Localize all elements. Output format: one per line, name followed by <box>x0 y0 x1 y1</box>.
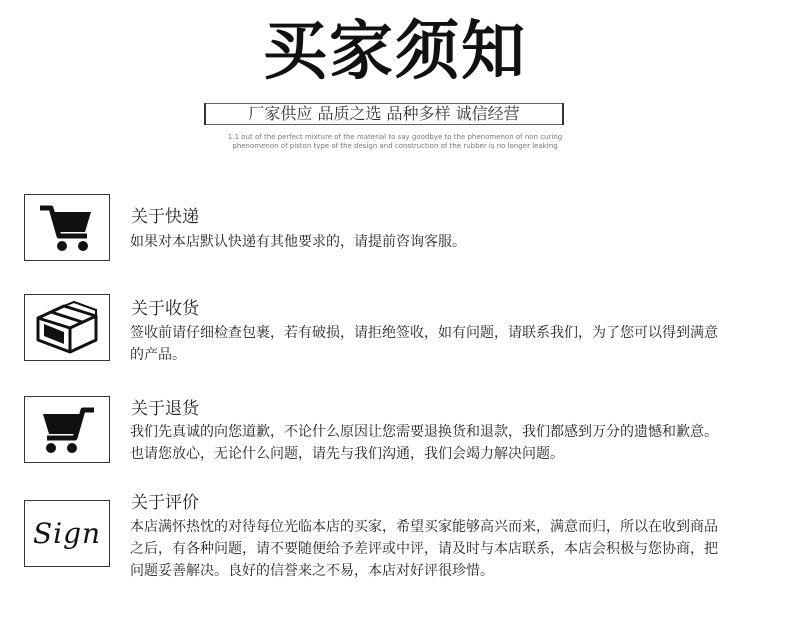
section-text: 签收前请仔细检查包裹，若有破损，请拒绝签收，如有问题，请联系我们，为了您可以得到满意的产品。 <box>130 325 718 363</box>
section-text: 我们先真诚的向您道歉，不论什么原因让您需要退换货和退款，我们都感到万分的遗憾和歉意。也请您放心，无论什么问题，请先与我们沟通，我们会竭力解决问题。 <box>130 424 718 462</box>
section-title: 关于快递 <box>131 207 199 227</box>
package-box-icon <box>24 294 110 361</box>
section-title: 关于退货 <box>131 399 199 419</box>
slogan-text: 厂家供应 品质之选 品种多样 诚信经营 <box>248 104 520 123</box>
section-text: 如果对本店默认快递有其他要求的，请提前咨询客服。 <box>130 234 466 250</box>
slogan-frame <box>204 103 564 125</box>
shopping-cart-icon <box>24 396 110 463</box>
shopping-cart-icon <box>24 194 110 261</box>
subtitle-line-1: 1:1 out of the perfect mixture of the material to say goodbye to the phenomenon of non curing <box>227 133 563 141</box>
section-title: 关于评价 <box>131 493 199 513</box>
sign-icon <box>24 500 110 567</box>
section-text: 本店满怀热忱的对待每位光临本店的买家，希望买家能够高兴而来，满意而归，所以在收到商品之后，有各种问题，请不要随便给予差评或中评，请及时与本店联系，本店会积极与您协商，把问题妥善解决。良好的信誉来之不易，本店对好评很珍惜。 <box>130 519 718 579</box>
section-title: 关于收货 <box>131 299 199 319</box>
page-title: 买家须知 <box>263 15 527 89</box>
sign-icon-text: Sign <box>32 517 102 550</box>
subtitle-line-2: phenomenon of piston type of the design and construction of the rubber is no longer leaking <box>232 142 558 150</box>
